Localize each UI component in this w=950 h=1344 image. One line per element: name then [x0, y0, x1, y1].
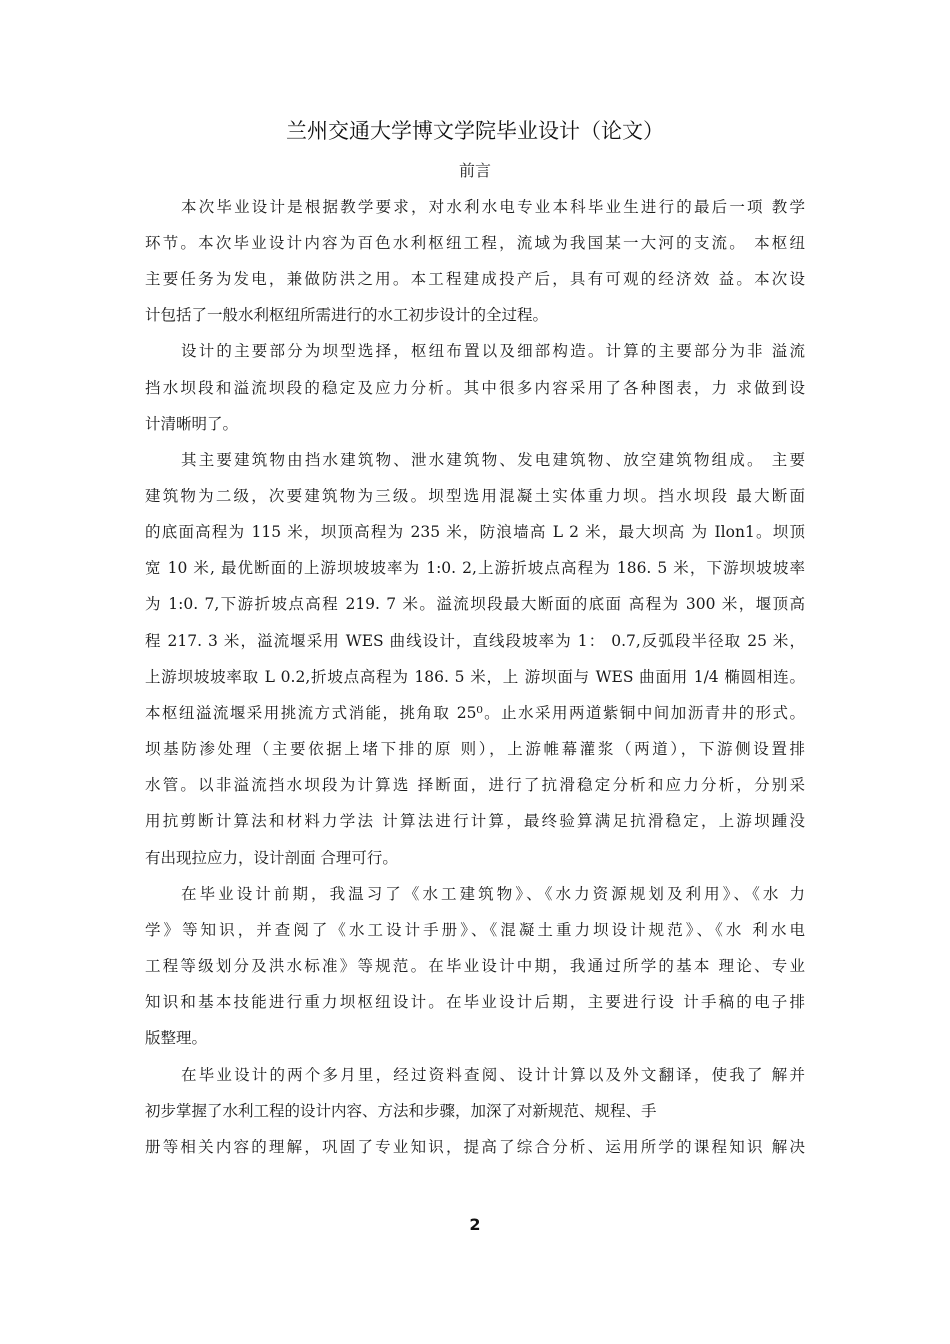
text-line: 其主要建筑物由挡水建筑物、泄水建筑物、发电建筑物、放空建筑物组成。 主要: [181, 451, 805, 469]
text-line: 计清晰明了。: [145, 415, 239, 433]
section-title: 前言: [458, 161, 491, 180]
text-line: 为 1:0. 7,下游折坡点高程 219. 7 米。溢流坝段最大断面的底面 高程为 300 米，堰顶高: [145, 595, 805, 613]
text-line: 计包括了一般水利枢纽所需进行的水工初步设计的全过程。: [145, 306, 549, 324]
page-number: 2: [469, 1215, 481, 1234]
text-line: 在毕业设计前期，我温习了《水工建筑物》、《水力资源规划及利用》、《水 力: [181, 885, 805, 903]
text-line: 学》等知识，并查阅了《水工设计手册》、《混凝土重力坝设计规范》、《水 利水电: [145, 921, 805, 939]
text-line: 用抗剪断计算法和材料力学法 计算法进行计算，最终验算满足抗滑稳定，上游坝踵没: [145, 812, 805, 830]
text-line: 挡水坝段和溢流坝段的稳定及应力分析。其中很多内容采用了各种图表，力 求做到设: [145, 379, 805, 397]
text-line: 设计的主要部分为坝型选择，枢纽布置以及细部构造。计算的主要部分为非 溢流: [181, 342, 805, 360]
text-line: 主要任务为发电，兼做防洪之用。本工程建成投产后，具有可观的经济效 益。本次设: [145, 270, 805, 288]
text-line: 册等相关内容的理解，巩固了专业知识，提高了综合分析、运用所学的课程知识 解决: [145, 1138, 805, 1156]
text-line: 环节。本次毕业设计内容为百色水利枢纽工程，流域为我国某一大河的支流。 本枢纽: [145, 234, 805, 252]
text-line: 上游坝坡坡率取 L 0.2,折坡点高程为 186. 5 米，上 游坝面与 WES 曲面用 1/4 椭圆相连。: [145, 668, 805, 686]
text-line: 初步掌握了水利工程的设计内容、方法和步骤，加深了对新规范、规程、手: [145, 1102, 657, 1120]
text-line: 坝基防渗处理（主要依据上堵下排的原 则），上游帷幕灌浆（两道），下游侧设置排: [145, 740, 805, 758]
text-line: 水管。以非溢流挡水坝段为计算选 择断面，进行了抗滑稳定分析和应力分析，分别采: [145, 776, 805, 794]
text-line: 建筑物为二级，次要建筑物为三级。坝型选用混凝土实体重力坝。挡水坝段 最大断面: [145, 487, 805, 505]
text-line: 版整理。: [145, 1029, 208, 1047]
text-line: 知识和基本技能进行重力坝枢纽设计。在毕业设计后期，主要进行设 计手稿的电子排: [145, 993, 805, 1011]
text-line: 的底面高程为 115 米，坝顶高程为 235 米，防浪墙高 L 2 米，最大坝高 为 Ilon1。坝顶: [145, 523, 805, 541]
text-line: 有出现拉应力，设计剖面 合理可行。: [145, 849, 398, 867]
page-header-title: 兰州交通大学博文学院毕业设计（论文）: [286, 119, 664, 143]
text-line: 程 217. 3 米，溢流堰采用 WES 曲线设计，直线段坡率为 1： 0.7,反弧段半径取 25 米，: [145, 632, 805, 650]
text-line: 在毕业设计的两个多月里，经过资料查阅、设计计算以及外文翻译，使我了 解并: [181, 1066, 805, 1084]
text-line: 本次毕业设计是根据教学要求，对水利水电专业本科毕业生进行的最后一项 教学: [181, 198, 805, 216]
text-line: 宽 10 米, 最优断面的上游坝坡坡率为 1:0. 2,上游折坡点高程为 186. 5 米，下游坝坡坡率: [145, 559, 805, 577]
text-line: 本枢纽溢流堰采用挑流方式消能，挑角取 25⁰。止水采用两道紫铜中间加沥青井的形式。: [145, 704, 805, 722]
text-line: 工程等级划分及洪水标准》等规范。在毕业设计中期，我通过所学的基本 理论、专业: [145, 957, 805, 975]
